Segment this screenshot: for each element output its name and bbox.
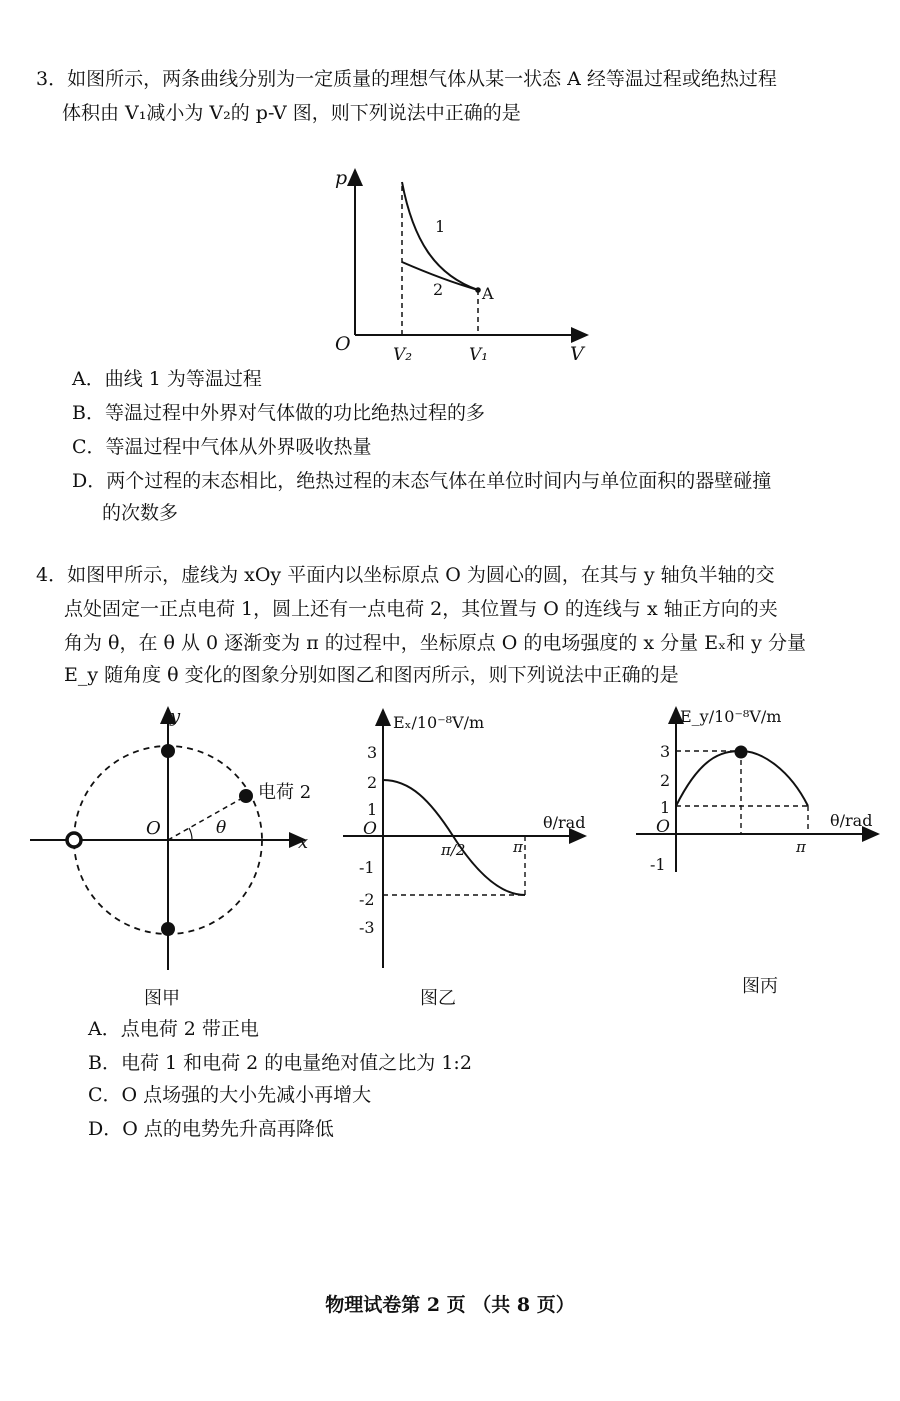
q4-yi-ytick-neg2: -2 xyxy=(359,890,375,909)
q3-stem-line1: 3．如图所示，两条曲线分别为一定质量的理想气体从某一状态 A 经等温过程或绝热过程 xyxy=(36,68,777,90)
q3-curve-1 xyxy=(402,182,478,290)
q3-point-a xyxy=(475,287,481,293)
q3-option-d-line1: D．两个过程的末态相比，绝热过程的末态气体在单位时间内与单位面积的器壁碰撞 xyxy=(72,470,772,492)
q4-bing-curve xyxy=(676,751,808,806)
q4-yi-ytick-2: 2 xyxy=(367,773,378,792)
q3-origin-label: O xyxy=(335,333,351,355)
q4-bing-xlabel: θ/rad xyxy=(830,811,873,830)
q3-p-label: p xyxy=(335,167,348,189)
q4-bing-ytick-1: 1 xyxy=(660,798,671,817)
q4-fig-yi xyxy=(335,700,595,980)
q4-stem-line1: 4．如图甲所示，虚线为 xOy 平面内以坐标原点 O 为圆心的圆，在其与 y 轴负半轴的交 xyxy=(36,564,775,586)
q4-yi-ytick-neg3: -3 xyxy=(359,918,375,937)
q4-yi-curve xyxy=(383,780,525,895)
q3-tick-v1: V₁ xyxy=(469,345,489,365)
q4-yi-xtick-pi2: π/2 xyxy=(441,841,466,859)
q3-v-label: V xyxy=(570,343,584,365)
q4-bing-xtick-pi: π xyxy=(796,838,806,856)
q4-fig-bing xyxy=(630,700,890,980)
q4-stem-line4: E_y 随角度 θ 变化的图象分别如图乙和图丙所示，则下列说法中正确的是 xyxy=(64,664,679,686)
q4-stem-line3: 角为 θ，在 θ 从 0 逐渐变为 π 的过程中，坐标原点 O 的电场强度的 x 分量 Eₓ和 y 分量 xyxy=(64,632,806,654)
q4-bing-ytick-3: 3 xyxy=(660,742,671,761)
q4-bing-peak-dot xyxy=(735,746,748,759)
q4-option-c: C．O 点场强的大小先减小再增大 xyxy=(88,1084,372,1106)
q4-theta-label: θ xyxy=(216,818,227,838)
q4-jia-x-label: x xyxy=(298,832,309,853)
q4-charge2-line xyxy=(168,796,246,840)
q4-bing-origin: O xyxy=(656,817,670,837)
q4-jia-y-label: y xyxy=(170,706,181,727)
q3-pv-diagram xyxy=(325,160,625,370)
q4-fig-jia xyxy=(20,700,330,980)
q4-charge-1 xyxy=(161,922,175,936)
q4-yi-ytick-3: 3 xyxy=(367,743,378,762)
q3-curve1-label: 1 xyxy=(435,217,446,236)
page-footer: 物理试卷第 2 页 （共 8 页） xyxy=(325,1294,575,1316)
q3-stem-line2: 体积由 V₁减小为 V₂的 p-V 图，则下列说法中正确的是 xyxy=(62,102,521,124)
q4-yi-origin: O xyxy=(363,819,377,839)
q4-charge2-label: 电荷 2 xyxy=(258,782,312,803)
q4-bing-ytick-neg1: -1 xyxy=(650,855,666,874)
q4-dot-left xyxy=(67,833,81,847)
q3-point-a-label: A xyxy=(482,284,494,303)
q4-stem-line2: 点处固定一正点电荷 1，圆上还有一点电荷 2，其位置与 O 的连线与 x 轴正方向的夹 xyxy=(64,598,778,620)
q4-option-a: A．点电荷 2 带正电 xyxy=(88,1018,259,1040)
q4-theta-arc xyxy=(189,828,192,840)
q4-yi-xlabel: θ/rad xyxy=(543,813,586,832)
q4-bing-ylabel: E_y/10⁻⁸V/m xyxy=(680,707,782,726)
q4-yi-ytick-neg1: -1 xyxy=(359,858,375,877)
q4-caption-bing: 图丙 xyxy=(742,976,778,997)
q4-caption-jia: 图甲 xyxy=(144,988,180,1009)
q4-yi-ylabel: Eₓ/10⁻⁸V/m xyxy=(393,713,485,732)
q3-option-d-line2: 的次数多 xyxy=(102,502,179,524)
q4-option-b: B．电荷 1 和电荷 2 的电量绝对值之比为 1:2 xyxy=(88,1052,472,1074)
q3-option-b: B．等温过程中外界对气体做的功比绝热过程的多 xyxy=(72,402,485,424)
q3-option-c: C．等温过程中气体从外界吸收热量 xyxy=(72,436,372,458)
q4-dot-top xyxy=(161,744,175,758)
q4-jia-origin: O xyxy=(146,818,161,839)
q4-yi-xtick-pi: π xyxy=(513,838,523,856)
q4-caption-yi: 图乙 xyxy=(420,988,456,1009)
q4-option-d: D．O 点的电势先升高再降低 xyxy=(88,1118,334,1140)
q3-tick-v2: V₂ xyxy=(393,345,413,365)
q4-yi-ytick-1: 1 xyxy=(367,800,378,819)
q4-bing-ytick-2: 2 xyxy=(660,771,671,790)
q3-curve2-label: 2 xyxy=(433,280,444,299)
q4-charge-2 xyxy=(239,789,253,803)
q3-option-a: A．曲线 1 为等温过程 xyxy=(72,368,262,390)
